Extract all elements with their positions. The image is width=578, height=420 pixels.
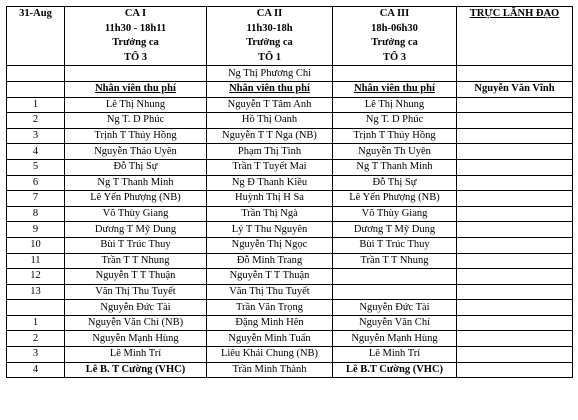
date-cell: 31-Aug (7, 7, 65, 22)
staff-row-shift1: Bùi T Trúc Thuy (65, 237, 207, 253)
staff-row-duty (457, 159, 573, 175)
shift3-team: TỔ 3 (333, 51, 457, 66)
shift-schedule-table (6, 6, 573, 378)
staff-row-duty (457, 128, 573, 144)
security-row (7, 331, 573, 347)
staff-row-shift1: Ng T. D Phúc (65, 113, 207, 129)
security-row-shift2: Đặng Minh Hên (207, 315, 333, 331)
staff-row (7, 269, 573, 285)
security-row (7, 347, 573, 363)
security-row-duty (457, 347, 573, 363)
security-row-shift3: Lê Minh Trí (333, 347, 457, 363)
staff-row-shift2: Lý T Thu Nguyên (207, 222, 333, 238)
staff-row-shift1: Đỗ Thị Sự (65, 159, 207, 175)
shift2-leader-label: Trưởng ca (207, 36, 333, 51)
staff-row-shift1: Trần T T Nhung (65, 253, 207, 269)
staff-row-shift2: Phạm Thị Tình (207, 144, 333, 160)
staff-row-number: 6 (7, 175, 65, 191)
staff-row-shift1: Dương T Mỹ Dung (65, 222, 207, 238)
staff-row-duty (457, 206, 573, 222)
staff-row-shift1: Ng T Thanh Minh (65, 175, 207, 191)
staff-row-number: 13 (7, 284, 65, 300)
security-row-shift2: Trần Minh Thành (207, 362, 333, 378)
staff-row (7, 222, 573, 238)
staff-row-shift1: Lê Thị Nhung (65, 97, 207, 113)
staff-row-shift2: Nguyễn Thị Ngọc (207, 237, 333, 253)
staff-row (7, 159, 573, 175)
staff-row (7, 128, 573, 144)
shift1-name: CA I (65, 7, 207, 22)
staff-row-shift2: Đỗ Minh Trang (207, 253, 333, 269)
staff-row (7, 253, 573, 269)
staff-row-number: 1 (7, 97, 65, 113)
staff-row (7, 175, 573, 191)
security-row (7, 362, 573, 378)
security-col2-header: Trần Văn Trọng (207, 300, 333, 316)
staff-row-number: 8 (7, 206, 65, 222)
staff-row (7, 206, 573, 222)
shift1-team: TỔ 3 (65, 51, 207, 66)
staff-row-shift3 (333, 269, 457, 285)
staff-row-shift3: Lê Thị Nhung (333, 97, 457, 113)
staff-row-shift2: Hồ Thị Oanh (207, 113, 333, 129)
security-rows (7, 315, 573, 377)
security-row-duty (457, 362, 573, 378)
staff-row-shift1: Văn Thị Thu Tuyết (65, 284, 207, 300)
shift1-leader-label: Trưởng ca (65, 36, 207, 51)
staff-col1-header: Nhân viên thu phí (65, 81, 207, 97)
security-row-shift3: Nguyễn Văn Chí (333, 315, 457, 331)
staff-row-duty (457, 144, 573, 160)
staff-row-shift3: Bùi T Trúc Thuy (333, 237, 457, 253)
shift2-time: 11h30-18h (207, 22, 333, 37)
shift2-name: CA II (207, 7, 333, 22)
staff-row-shift2: Nguyễn T T Nga (NB) (207, 128, 333, 144)
header-row-3 (7, 36, 573, 51)
staff-row-duty (457, 237, 573, 253)
security-row-duty (457, 315, 573, 331)
security-row-duty (457, 331, 573, 347)
staff-row-number: 2 (7, 113, 65, 129)
staff-row (7, 113, 573, 129)
staff-rows (7, 97, 573, 300)
staff-row-number: 5 (7, 159, 65, 175)
shift3-name: CA III (333, 7, 457, 22)
duty-title: TRỰC LÃNH ĐẠO (457, 7, 573, 22)
staff-row-duty (457, 269, 573, 285)
staff-row-shift3: Đỗ Thị Sự (333, 175, 457, 191)
security-row (7, 315, 573, 331)
staff-row-duty (457, 253, 573, 269)
shift3-time: 18h-06h30 (333, 22, 457, 37)
staff-row-shift1: Nguyễn Thảo Uyên (65, 144, 207, 160)
security-row-number: 3 (7, 347, 65, 363)
duty-leader-name: Nguyễn Văn Vĩnh (457, 81, 573, 97)
staff-row-duty (457, 191, 573, 207)
staff-row-shift2: Nguyễn T Tâm Anh (207, 97, 333, 113)
staff-col2-header: Nhân viên thu phí (207, 81, 333, 97)
staff-row-shift1: Võ Thùy Giang (65, 206, 207, 222)
security-header-row (7, 300, 573, 316)
security-col3-header: Nguyễn Đức Tài (333, 300, 457, 316)
staff-row-shift3: Võ Thùy Giang (333, 206, 457, 222)
staff-row-shift3: Ng T. D Phúc (333, 113, 457, 129)
staff-row-number: 3 (7, 128, 65, 144)
staff-row-shift2: Trần T Tuyết Mai (207, 159, 333, 175)
header-row-4 (7, 51, 573, 66)
staff-row-shift1: Nguyễn T T Thuận (65, 269, 207, 285)
security-row-shift3: Nguyễn Mạnh Hùng (333, 331, 457, 347)
security-row-shift3: Lê B.T Cường (VHC) (333, 362, 457, 378)
staff-row-shift2: Huỳnh Thị H Sa (207, 191, 333, 207)
security-row-shift1: Nguyễn Văn Chí (NB) (65, 315, 207, 331)
header-row-1 (7, 7, 573, 22)
staff-header-row (7, 81, 573, 97)
security-row-number: 2 (7, 331, 65, 347)
staff-row-shift2: Văn Thị Thu Tuyết (207, 284, 333, 300)
shift3-leader-label: Trưởng ca (333, 36, 457, 51)
security-row-shift1: Lê Minh Trí (65, 347, 207, 363)
security-row-number: 1 (7, 315, 65, 331)
staff-row-shift3: Trịnh T Thúy Hồng (333, 128, 457, 144)
supervisor-row (7, 66, 573, 82)
staff-row-shift2: Nguyễn T T Thuận (207, 269, 333, 285)
security-row-shift2: Nguyễn Minh Tuấn (207, 331, 333, 347)
staff-row-duty (457, 97, 573, 113)
staff-row-number: 9 (7, 222, 65, 238)
staff-row (7, 237, 573, 253)
staff-row-shift3: Lê Yến Phượng (NB) (333, 191, 457, 207)
shift1-time: 11h30 - 18h11 (65, 22, 207, 37)
staff-row-shift3: Nguyễn Th Uyên (333, 144, 457, 160)
staff-row-duty (457, 284, 573, 300)
staff-row-shift3: Dương T Mỹ Dung (333, 222, 457, 238)
staff-row (7, 144, 573, 160)
staff-col3-header: Nhân viên thu phí (333, 81, 457, 97)
security-col1-header: Nguyễn Đức Tài (65, 300, 207, 316)
staff-row-number: 4 (7, 144, 65, 160)
staff-row-shift3 (333, 284, 457, 300)
staff-row (7, 191, 573, 207)
staff-row-number: 12 (7, 269, 65, 285)
staff-row-shift1: Lê Yến Phượng (NB) (65, 191, 207, 207)
staff-row-duty (457, 113, 573, 129)
staff-row-shift1: Trịnh T Thúy Hồng (65, 128, 207, 144)
security-row-shift1: Lê B. T Cường (VHC) (65, 362, 207, 378)
staff-row-duty (457, 222, 573, 238)
staff-row-shift2: Trần Thị Ngà (207, 206, 333, 222)
security-row-shift1: Nguyễn Mạnh Hùng (65, 331, 207, 347)
shift2-supervisor: Ng Thị Phương Chi (207, 66, 333, 82)
staff-row (7, 284, 573, 300)
security-row-number: 4 (7, 362, 65, 378)
staff-row-duty (457, 175, 573, 191)
header-row-2 (7, 22, 573, 37)
staff-row-number: 11 (7, 253, 65, 269)
shift2-team: TỔ 1 (207, 51, 333, 66)
staff-row-number: 7 (7, 191, 65, 207)
staff-row-shift3: Trần T T Nhung (333, 253, 457, 269)
staff-row-shift3: Ng T Thanh Minh (333, 159, 457, 175)
staff-row-number: 10 (7, 237, 65, 253)
staff-row (7, 97, 573, 113)
staff-row-shift2: Ng Đ Thanh Kiều (207, 175, 333, 191)
security-row-shift2: Liêu Khải Chung (NB) (207, 347, 333, 363)
